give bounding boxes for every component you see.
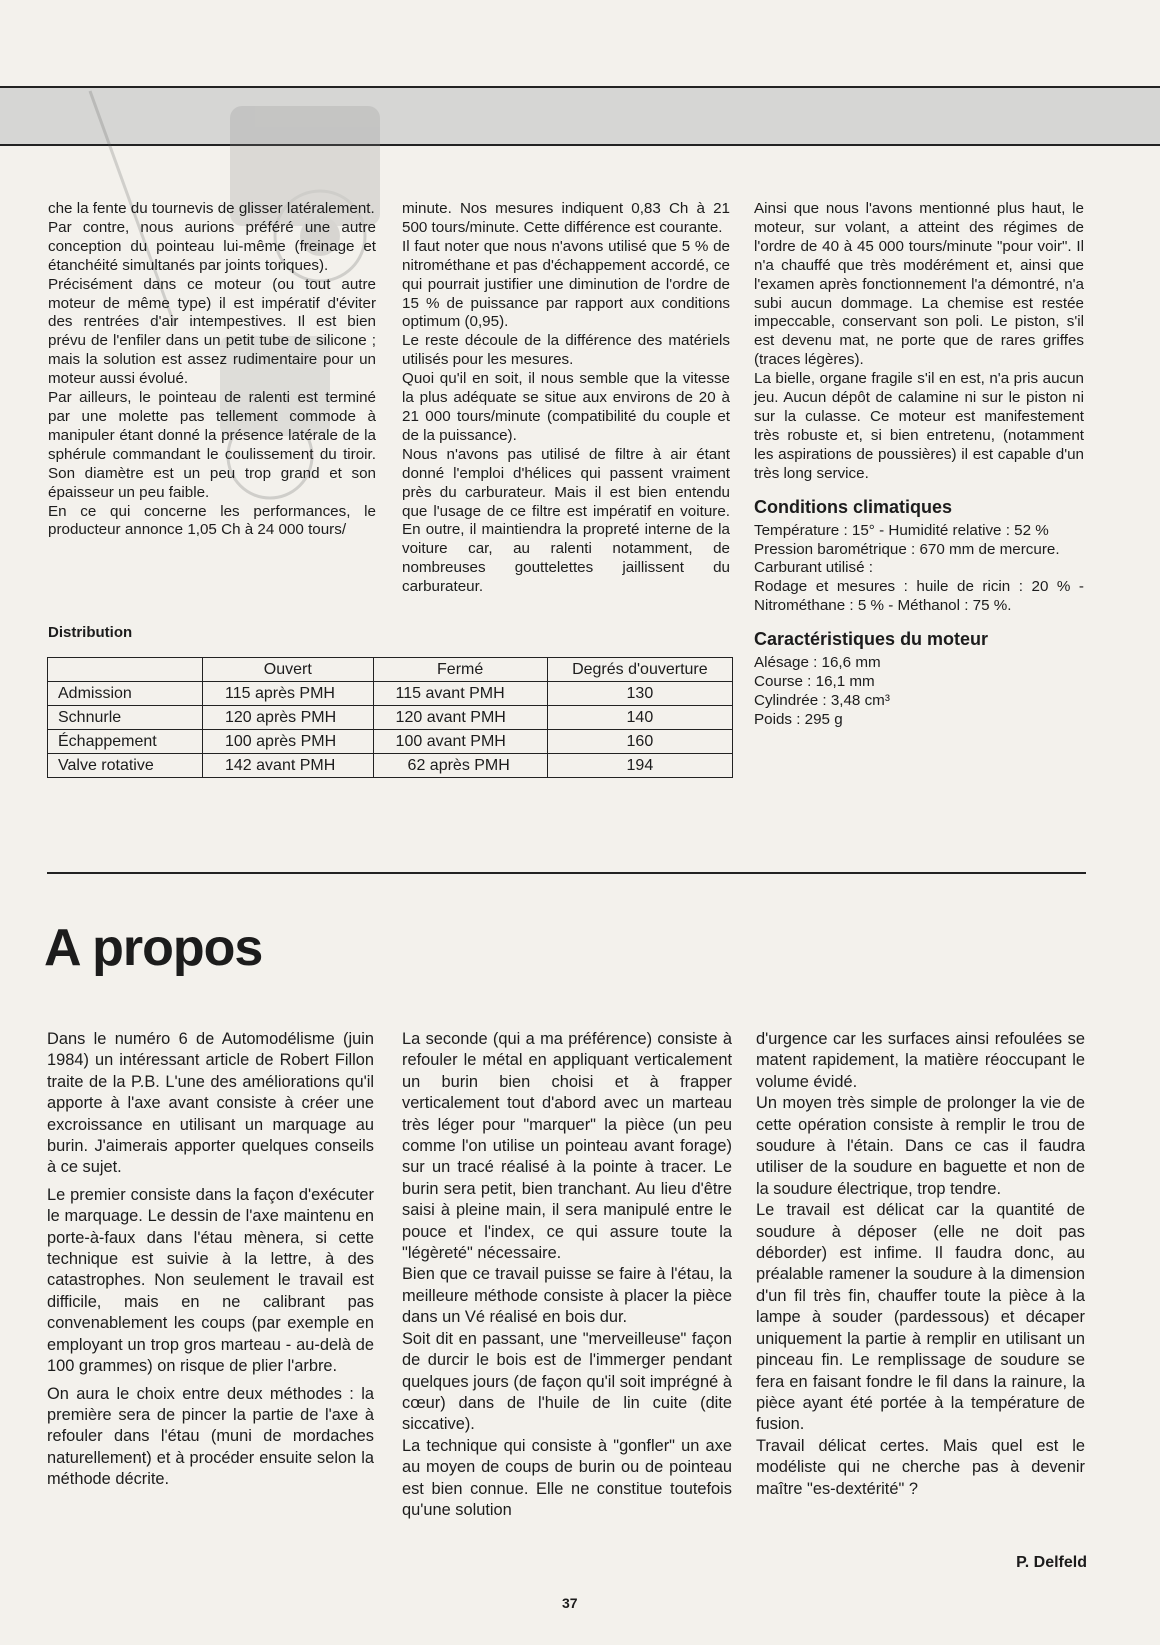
paragraph: La seconde (qui a ma préférence) consiste à refouler le métal en appliquant verticalement un burin bien choisi et à frapper verticalement tout d'abord avec un marteau très léger pour "marquer" la pièce (un peu comme l'on utilise un pointeau avant forage) sur un tracé réalisé à la pointe à tracer. Le burin sera petit, bien tranchant. Au lieu d'être saisi à pleine main, il sera manipulé entre le pouce et l'index, ce qui assure toute la "légèreté" nécessaire. (402, 1030, 732, 1263)
table-header-cell: Fermé (373, 658, 547, 682)
table-header-row (48, 658, 733, 682)
conditions-heading: Conditions climatiques (754, 496, 953, 517)
paragraph: On aura le choix entre deux méthodes : la première sera de pincer la partie de l'axe à refouler dans l'étau (muni de mordaches naturellement) et à procéder ensuite selon la méthode décrite. (47, 1384, 374, 1489)
table-cell: 140 (547, 706, 732, 730)
table-cell: 160 (547, 730, 732, 754)
paragraph: Il faut noter que nous n'avons utilisé que 5 % de nitrométhane et pas d'échappement accordé, ce qui pourrait justifier une diminution de l'ordre de 15 % de puissance par rapport aux conditions optimum (0,95). (402, 237, 730, 331)
apropos-column-3 (756, 1029, 1085, 1500)
paragraph: Le reste découle de la différence des matériels utilisés pour les mesures. (402, 332, 730, 369)
table-header-cell (48, 658, 203, 682)
apropos-title: A propos (44, 919, 263, 977)
specs-heading: Caractéristiques du moteur (754, 629, 989, 650)
paragraph: Nous n'avons pas utilisé de filtre à air étant donné l'emploi d'hélices qui passent vraiment près du carburateur. Mais il est bien entendu que l'usage de ce filtre est impératif en voiture. En outre, il maintiendra la propreté interne de la voiture car, au ralenti notamment, de nombreuses gouttelettes jaillissent du carburateur. (402, 445, 730, 596)
paragraph: Quoi qu'il en soit, il nous semble que la vitesse la plus adéquate se situe aux environs de 20 à 21 000 tours/minute (compatibilité du couple et de la puissance). (402, 370, 730, 444)
paragraph: Travail délicat certes. Mais quel est le modéliste qui ne cherche pas à devenir maître "es-dextérité" ? (756, 1436, 1085, 1498)
page-number: 37 (562, 1595, 578, 1611)
paragraph: En ce qui concerne les performances, le producteur annonce 1,05 Ch à 24 000 tours/ (48, 502, 376, 539)
article-column-3 (754, 200, 1084, 730)
distribution-table (47, 657, 733, 778)
paragraph: Bien que ce travail puisse se faire à l'étau, la meilleure méthode consiste à placer la pièce dans un Vé réalisé en bois dur. (402, 1265, 732, 1327)
paragraph: Ainsi que nous l'avons mentionné plus haut, le moteur, sur volant, a atteint des régimes de l'ordre de 40 à 45 000 tours/minute "pour voir". Il n'a chauffé que très modérément et, ainsi que l'examen après fonctionnement l'a démontré, n'a subi aucun dommage. La chemise est restée impeccable, conservant son poli. Le piston, s'il est devenu mat, ne porte que de rares griffes (traces légères). (754, 200, 1084, 369)
table-cell: Admission (48, 682, 203, 706)
table-cell: 100 avant PMH (373, 730, 547, 754)
spec-line: Poids : 295 g (754, 710, 843, 728)
table-cell: 62 après PMH (373, 754, 547, 778)
table-cell: 115 avant PMH (373, 682, 547, 706)
article-column-1 (48, 200, 376, 540)
spec-line: Cylindrée : 3,48 cm³ (754, 691, 890, 709)
paragraph: che la fente du tournevis de glisser latéralement. (48, 200, 375, 217)
paragraph: Par contre, nous aurions préféré une autre conception du pointeau lui-même (freinage et étanchéité simultanés par joints toriques). (48, 218, 376, 274)
table-cell: 194 (547, 754, 732, 778)
conditions-line: Pression barométrique : 670 mm de mercure. (754, 540, 1060, 558)
table-cell: 142 avant PMH (203, 754, 374, 778)
table-cell: Échappement (48, 730, 203, 754)
author-signature: P. Delfeld (1016, 1554, 1087, 1571)
paragraph: La bielle, organe fragile s'il en est, n'a pris aucun jeu. Aucun dépôt de calamine ni sur le piston ni sur la culasse. Ce moteur est manifestement très robuste et, si bien entretenu, (notamment les aspirations de poussières) il est capable d'un très long service. (754, 370, 1084, 482)
paragraph: Précisément dans ce moteur (ou tout autre moteur de même type) il est impératif d'éviter des rentrées d'air intempestives. Il est bien prévu de l'enfiler dans un petit tube de silicone ; mais la solution est assez rudimentaire pour un moteur aussi évolué. (48, 275, 376, 388)
table-cell: 120 après PMH (203, 706, 374, 730)
paragraph: Par ailleurs, le pointeau de ralenti est terminé par une molette pas tellement commode à manipuler étant donné la présence latérale de la sphérule commandant le coulissement du tiroir. Son diamètre est un peu trop grand et son épaisseur un peu faible. (48, 389, 376, 501)
table-cell: Valve rotative (48, 754, 203, 778)
table-row (48, 730, 733, 754)
paragraph: Soit dit en passant, une "merveilleuse" façon de durcir le bois est de l'immerger pendant quelques jours (de façon qu'il soit imprégné à cœur) dans de l'huile de lin cuite (dite siccative). (402, 1329, 732, 1434)
spec-line: Alésage : 16,6 mm (754, 654, 881, 672)
table-row (48, 682, 733, 706)
paragraph: Dans le numéro 6 de Automodélisme (juin 1984) un intéressant article de Robert Fillon traite de la P.B. L'une des améliorations qu'il apporte à l'axe avant consiste à créer une excroissance en utilisant un marquage au burin. J'aimerais apporter quelques conseils à ce sujet. (47, 1030, 374, 1177)
table-row (48, 706, 733, 730)
distribution-title: Distribution (48, 624, 133, 641)
table-row (48, 754, 733, 778)
spec-line: Course : 16,1 mm (754, 673, 875, 691)
paragraph: Le premier consiste dans la façon d'exécuter le marquage. Le dessin de l'axe maintenu en porte-à-faux dans l'étau mènera, si cette technique est suivie à la lettre, à des catastrophes. Non seulement le travail est difficile, mais en ne calibrant pas convenablement les coups (par exemple en employant un trop gros marteau - au-delà de 100 grammes) on risque de plier l'arbre. (47, 1185, 374, 1376)
table-cell: 100 après PMH (203, 730, 374, 754)
conditions-line: Température : 15° - Humidité relative : 52 % (754, 521, 1049, 539)
table-header-cell: Degrés d'ouverture (547, 658, 732, 682)
paragraph: minute. Nos mesures indiquent 0,83 Ch à 21 500 tours/minute. Cette différence est courante. (402, 200, 730, 236)
conditions-line: Carburant utilisé : (754, 559, 874, 577)
paragraph: Un moyen très simple de prolonger la vie de cette opération consiste à remplir le trou de soudure à l'étain. Dans ce cas il faudra utiliser de la soudure en baguette et non de la soudure électrique, trop tendre. (756, 1094, 1085, 1198)
apropos-column-1 (47, 1029, 374, 1497)
article-column-2 (402, 200, 730, 597)
paragraph: d'urgence car les surfaces ainsi refoulées se matent rapidement, la matière réoccupant le volume évidé. (756, 1030, 1085, 1091)
table-header-cell: Ouvert (203, 658, 374, 682)
apropos-column-2 (402, 1029, 732, 1521)
header-band (0, 86, 1160, 146)
paragraph: Le travail est délicat car la quantité de soudure à déposer (elle ne doit pas déborder) est infime. Il faudra donc, au préalable ramener la soudure à la dimension d'un fil très fin, chauffer toute la pièce à la lampe à souder (pardessous) et décaper uniquement la partie à remplir en utilisant un pinceau fin. Le remplissage de soudure se fera en faisant fondre le fil dans la rainure, la pièce ayant été portée à la température de fusion. (756, 1201, 1085, 1434)
table-cell: 120 avant PMH (373, 706, 547, 730)
table-cell: 115 après PMH (203, 682, 374, 706)
paragraph: La technique qui consiste à "gonfler" un axe au moyen de coups de burin ou de pointeau est bien connue. Elle ne constitue toutefois qu'une solution (402, 1436, 732, 1519)
table-cell: 130 (547, 682, 732, 706)
section-divider (47, 872, 1086, 874)
table-cell: Schnurle (48, 706, 203, 730)
conditions-line: Rodage et mesures : huile de ricin : 20 % - Nitrométhane : 5 % - Méthanol : 75 %. (754, 578, 1084, 615)
